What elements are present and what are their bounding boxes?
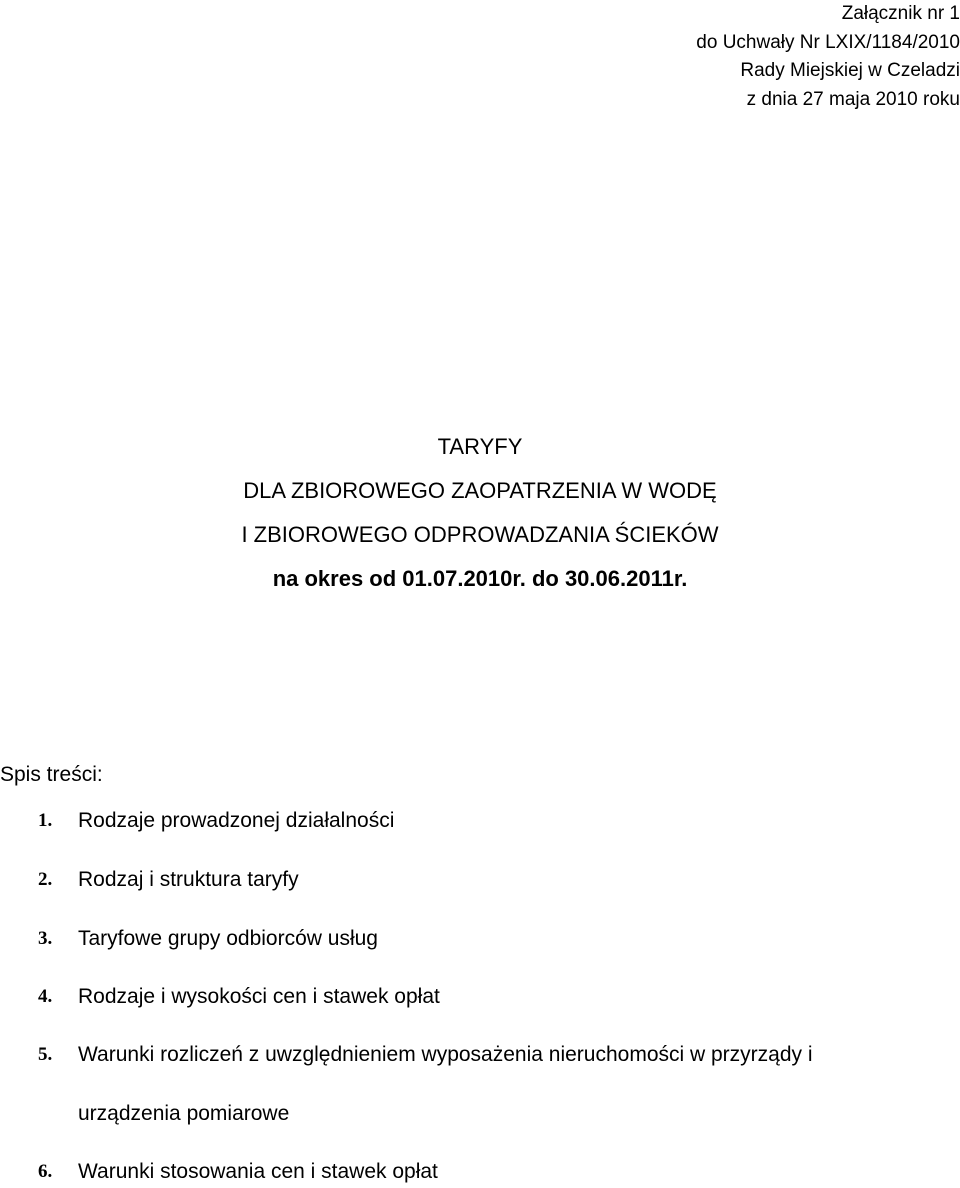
document-title	[0, 425, 960, 601]
attachment-number: Załącznik nr 1	[841, 3, 960, 24]
title-line-taryfy: TARYFY	[437, 434, 523, 459]
council-name: Rady Miejskiej w Czeladzi	[740, 60, 960, 81]
resolution-date: z dnia 27 maja 2010 roku	[746, 88, 960, 110]
toc-item-number: 1.	[38, 810, 53, 831]
title-line-water: DLA ZBIOROWEGO ZAOPATRZENIA W WODĘ	[243, 478, 717, 503]
toc-item-number: 6.	[38, 1161, 53, 1182]
toc-item-number: 5.	[38, 1044, 53, 1065]
toc-heading: Spis treści:	[0, 763, 103, 786]
resolution-number: do Uchwały Nr LXIX/1184/2010	[696, 31, 960, 53]
title-line-sewage: I ZBIOROWEGO ODPROWADZANIA ŚCIEKÓW	[241, 522, 719, 547]
toc-item-number: 4.	[38, 986, 53, 1007]
toc-item-number: 3.	[38, 928, 53, 949]
toc-item-text: Warunki rozliczeń z uwzględnieniem wyposażenia nieruchomości w przyrządy i	[78, 1043, 813, 1066]
toc-item-text: Warunki stosowania cen i stawek opłat	[78, 1160, 438, 1183]
attachment-header	[696, 0, 960, 114]
toc-item-text: Rodzaje prowadzonej działalności	[78, 809, 395, 832]
toc-item-text: Rodzaj i struktura taryfy	[78, 868, 299, 891]
toc-item-text: Rodzaje i wysokości cen i stawek opłat	[78, 985, 440, 1008]
title-period: na okres od 01.07.2010r. do 30.06.2011r.	[272, 566, 688, 591]
toc-item-text: Taryfowe grupy odbiorców usług	[78, 927, 378, 950]
toc-item-number: 2.	[38, 869, 53, 890]
toc-item-text-continuation: urządzenia pomiarowe	[78, 1102, 290, 1125]
